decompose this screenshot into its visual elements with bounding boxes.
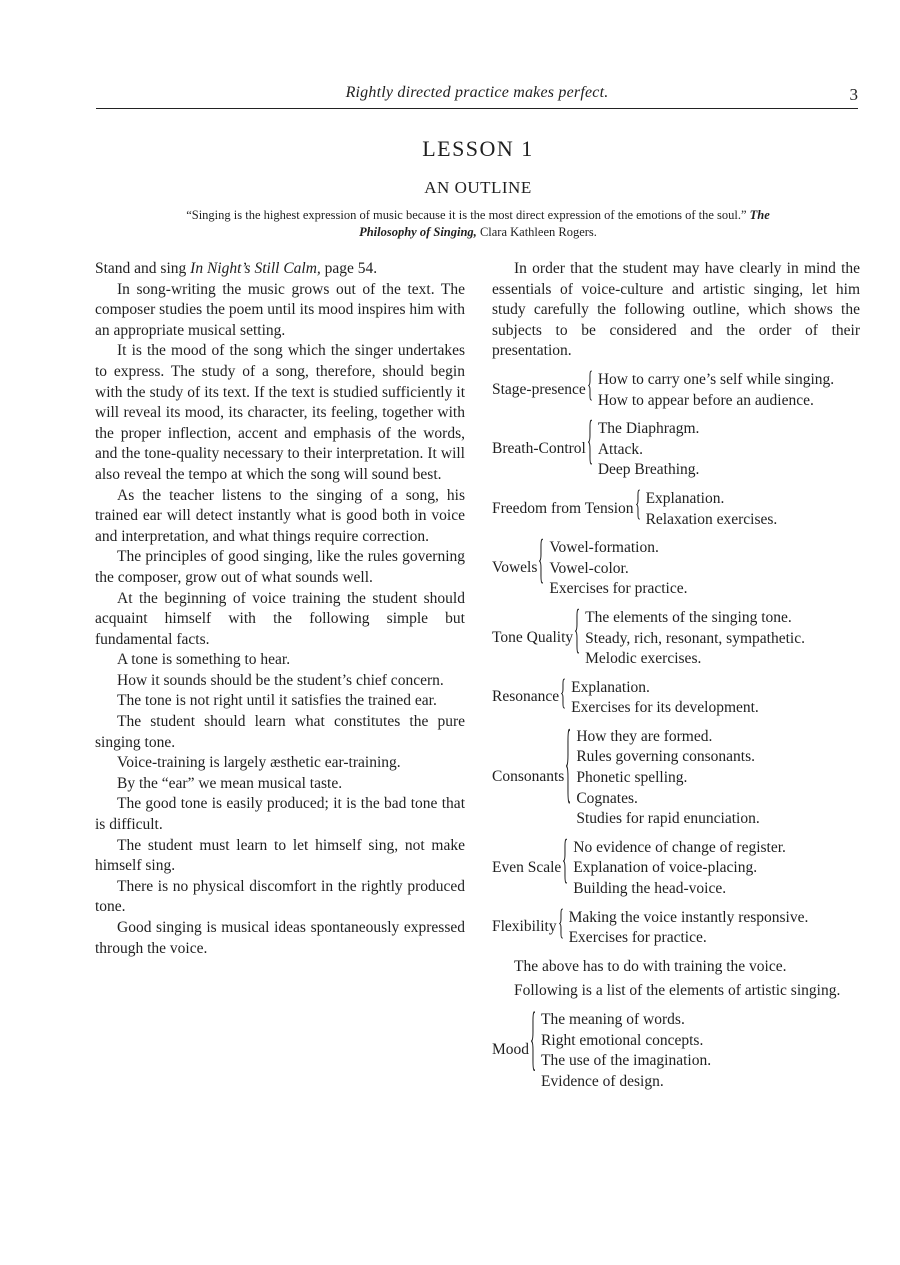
outline-item: Explanation. [645,489,725,507]
paragraph: The tone is not right until it satisfies the trained ear. [117,692,437,710]
outline-items [585,608,860,670]
outline-item: How to appear before an audience. [597,391,814,409]
brace-icon: { [560,675,567,714]
outline-items [549,538,860,600]
outline-item: Exercises for practice. [549,580,688,598]
brace-icon: { [557,905,564,944]
outline-item: How to carry one’s self while singing. [597,370,835,388]
paragraph: The good tone is easily produced; it is the bad tone that is difficult. [95,795,465,834]
epigraph-work: The Philosophy of Singing, [359,208,770,239]
outline-item: The elements of the singing tone. [585,608,792,626]
outline-item: Melodic exercises. [585,650,702,668]
outline-item: Evidence of design. [541,1072,664,1090]
outline-item: How they are formed. [576,727,713,745]
paragraph-text: Stand and sing [95,260,191,277]
brace-icon: { [634,486,641,525]
outline-label: Freedom from Tension [492,499,634,517]
brace-icon: { [530,1004,537,1083]
paragraph: The principles of good singing, like the rules governing the composer, grow out of what sounds well. [95,548,465,586]
outline-label: Stage-presence [492,380,586,398]
outline-item: Vowel-formation. [549,539,659,557]
outline-items [541,1010,860,1092]
paragraph-text: page 54. [320,260,378,277]
running-header [96,84,858,109]
outline-item: The Diaphragm. [597,420,700,438]
outline-group [492,604,860,670]
outline-group [492,905,860,949]
outline-items [569,908,860,949]
paragraph: There is no physical discomfort in the rightly produced tone. [95,877,465,916]
brace-icon: { [538,534,545,593]
lesson-title: LESSON 1 [422,136,534,161]
outline-item: Steady, rich, resonant, sympathetic. [585,629,805,647]
outline-label: Vowels [492,559,538,577]
outline-item: Explanation of voice-placing. [573,859,758,877]
paragraph [95,259,465,280]
outline-item: Relaxation exercises. [645,510,778,528]
mood-list [492,1004,860,1092]
paragraph: A tone is something to hear. [117,651,291,669]
paragraph: The student must learn to let himself sing, not make himself sing. [95,836,465,875]
paragraph: By the “ear” we mean musical taste. [117,774,343,792]
outline-label: Mood [492,1041,530,1059]
paragraph: As the teacher listens to the singing of a song, his trained ear will detect instantly what is good both in voice and interpretation, and what things require correction. [95,486,465,545]
outline-item: Explanation. [571,678,650,696]
epigraph-quote: “Singing is the highest expression of music because it is the most direct expression of the emotions of the soul.” [186,208,747,222]
outline-items [573,838,860,900]
paragraph: At the beginning of voice training the student should acquaint himself with the following simple but fundamental facts. [95,589,465,648]
brace-icon: { [562,833,569,892]
paragraph: The student should learn what constitutes the pure singing tone. [95,713,465,751]
mood-group [492,1004,860,1092]
outline-label: Flexibility [492,918,557,936]
outline-items [598,370,860,411]
outline-items [571,678,860,719]
brace-icon: { [565,720,572,817]
outline-list [492,367,860,949]
paragraph: In song-writing the music grows out of the text. The composer studies the poem until its mood inspires him with an appropriate musical setting. [95,280,465,339]
outline-group [492,486,860,530]
outline-items [576,727,860,830]
outline-item: Exercises for its development. [571,699,759,717]
right-column [492,259,860,1092]
running-title: Rightly directed practice makes perfect. [345,84,609,101]
outline-label: Consonants [492,768,565,786]
outline-item: Phonetic spelling. [576,769,688,787]
outline-label: Tone Quality [492,628,574,646]
paragraph: Good singing is musical ideas spontaneously expressed through the voice. [95,919,465,957]
outline-item: The meaning of words. [541,1011,685,1028]
paragraph: Voice-training is largely æsthetic ear-training. [117,754,401,772]
page-number: 3 [849,85,858,104]
outline-group [492,367,860,411]
outline-item: Building the head-voice. [573,880,727,898]
lesson-subtitle: AN OUTLINE [424,178,532,197]
outline-label: Resonance [492,688,560,706]
paragraph: How it sounds should be the student’s chief concern. [117,671,444,689]
brace-icon: { [586,415,593,474]
following-note: Following is a list of the elements of artistic singing. [514,982,841,1000]
epigraph-author: Clara Kathleen Rogers. [479,225,597,239]
outline-intro: In order that the student may have clearly in mind the essentials of voice-culture and artistic singing, let him study carefully the following outline, which shows the subjects to be considered and the order of their presentation. [492,260,860,360]
outline-group [492,833,860,900]
outline-group [492,415,860,481]
brace-icon: { [574,604,581,662]
outline-item: The use of the imagination. [541,1052,712,1070]
outline-item: Making the voice instantly responsive. [568,908,809,926]
outline-group [492,675,860,719]
above-note: The above has to do with training the voice. [514,957,787,975]
outline-items [598,419,860,481]
outline-items [646,489,860,530]
outline-item: Attack. [597,440,644,458]
outline-item: Rules governing consonants. [576,748,756,766]
left-column [95,259,465,959]
outline-item: Deep Breathing. [597,461,700,479]
outline-item: Exercises for practice. [568,929,707,947]
paragraph: It is the mood of the song which the singer undertakes to express. The study of a song, therefore, should begin with the study of its text. If the text is studied sufficiently it will reveal its mood, its character, its feeling, together with the proper inflection, accent and emphasis of the words, and the tone-quality necessary to their interpretation. It will also reveal the tempo at which the song will sound best. [95,342,465,483]
brace-icon: { [586,367,593,407]
outline-item: No evidence of change of register. [573,838,786,856]
outline-item: Studies for rapid enunciation. [576,810,760,828]
outline-item: Cognates. [576,789,638,807]
outline-group [492,534,860,600]
outline-item: Right emotional concepts. [541,1031,704,1049]
epigraph [170,207,786,241]
outline-item: Vowel-color. [549,559,629,577]
outline-label: Breath-Control [492,440,586,458]
outline-label: Even Scale [492,858,562,876]
song-title: In Night’s Still Calm, [190,260,321,277]
outline-group [492,720,860,830]
